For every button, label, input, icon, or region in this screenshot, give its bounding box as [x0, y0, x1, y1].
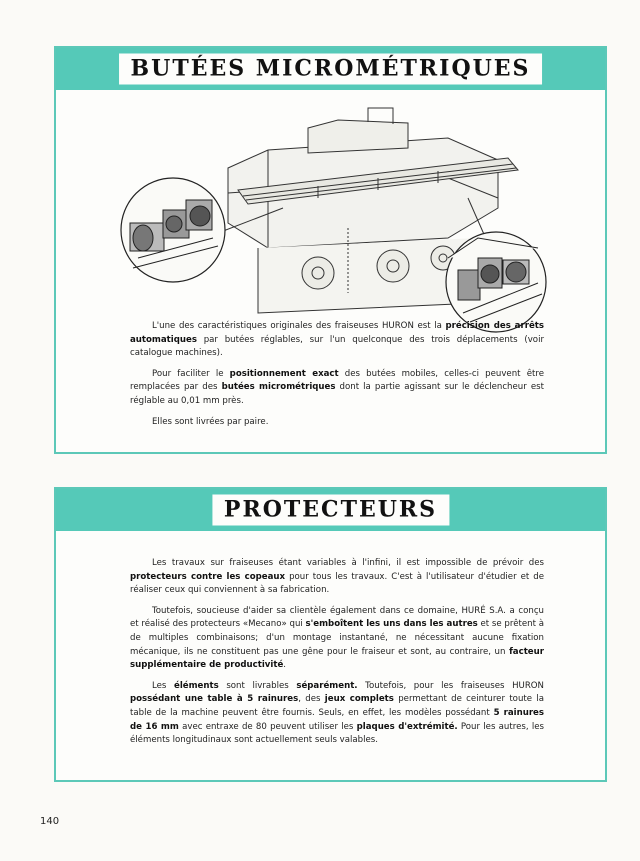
bold-text: facteur supplémentaire de productivité	[130, 646, 544, 671]
bold-text: plaques d'extrémité.	[356, 721, 458, 732]
bold-text: positionnement exact	[229, 368, 339, 379]
bold-text: possédant une table à 5 rainures	[130, 694, 299, 705]
section-header	[56, 489, 605, 531]
section-title: BUTÉES MICROMÉTRIQUES	[119, 54, 543, 85]
section-header	[56, 48, 605, 90]
page-number: 140	[40, 816, 60, 827]
text-run: Elles sont livrées par paire.	[152, 416, 269, 427]
section-protecteurs	[54, 487, 607, 782]
text-run: permettant de ceinturer toute la table de la machine peuvent être fournis. Seuls, en effet, les modèles possédant	[130, 694, 545, 718]
bold-text: protecteurs contre les copeaux	[130, 571, 286, 582]
paragraph	[130, 368, 544, 409]
text-run: des butées mobiles, celles-ci peuvent être remplacées par des	[130, 368, 544, 393]
text-run: Pour les autres, les éléments longitudinaux sont actuellement seuls valables.	[130, 721, 544, 746]
paragraph	[130, 320, 544, 361]
paragraph	[130, 416, 544, 430]
text-run: pour tous les travaux. C'est à l'utilisateur d'étudier et de réaliser ceux qui conviennent à sa fabrication.	[130, 571, 544, 596]
text-run: Les	[152, 680, 174, 691]
text-run: Toutefois, soucieuse d'aider sa clientèle également dans ce domaine, HURÉ S.A. a conçu et réalisé des protecteurs «Mecano» qui	[130, 605, 544, 630]
text-run: .	[283, 660, 287, 671]
right-detail-inset	[446, 232, 546, 332]
text-run: sont livrables	[218, 680, 297, 691]
section-text	[130, 557, 544, 755]
bold-text: butées micrométriques	[221, 382, 336, 393]
bold-text: éléments	[174, 680, 219, 691]
paragraph	[130, 605, 544, 673]
section-text	[130, 320, 544, 436]
bold-text: 5 rainures de 16 mm	[130, 707, 544, 732]
bold-text: séparément.	[296, 680, 358, 691]
text-run: et se prêtent à de multiples combinaisons; d'un montage instantané, ne nécessitant aucune fixation mécanique, ils ne constituent pas une gêne pour le fraiseur et sont, au contraire, un	[130, 619, 544, 657]
bold-text: s'emboîtent les uns dans les autres	[305, 619, 478, 630]
text-run: L'une des caractéristiques originales des fraiseuses HURON est la	[152, 321, 446, 331]
text-run: Toutefois, pour les fraiseuses HURON	[357, 680, 544, 691]
section-butees	[54, 46, 607, 454]
text-run: , des	[298, 694, 325, 705]
paragraph	[130, 680, 544, 748]
machine-illustration	[118, 98, 548, 358]
text-run: avec entraxe de 80 peuvent utiliser les	[178, 721, 357, 732]
paragraph	[130, 557, 544, 598]
left-detail-inset	[121, 178, 225, 282]
text-run: dont la partie agissant sur le déclencheur est réglable au 0,01 mm près.	[130, 382, 544, 406]
section-title: PROTECTEURS	[212, 495, 449, 526]
text-run: par butées réglables, sur l'un quelconque des trois déplacements (voir catalogue machines).	[130, 334, 544, 359]
text-run: Pour faciliter le	[152, 368, 230, 379]
text-run: Les travaux sur fraiseuses étant variables à l'infini, il est impossible de prévoir des	[152, 558, 544, 568]
bold-text: jeux complets	[324, 694, 394, 705]
bold-text: précision des arrêts automatiques	[130, 321, 544, 345]
